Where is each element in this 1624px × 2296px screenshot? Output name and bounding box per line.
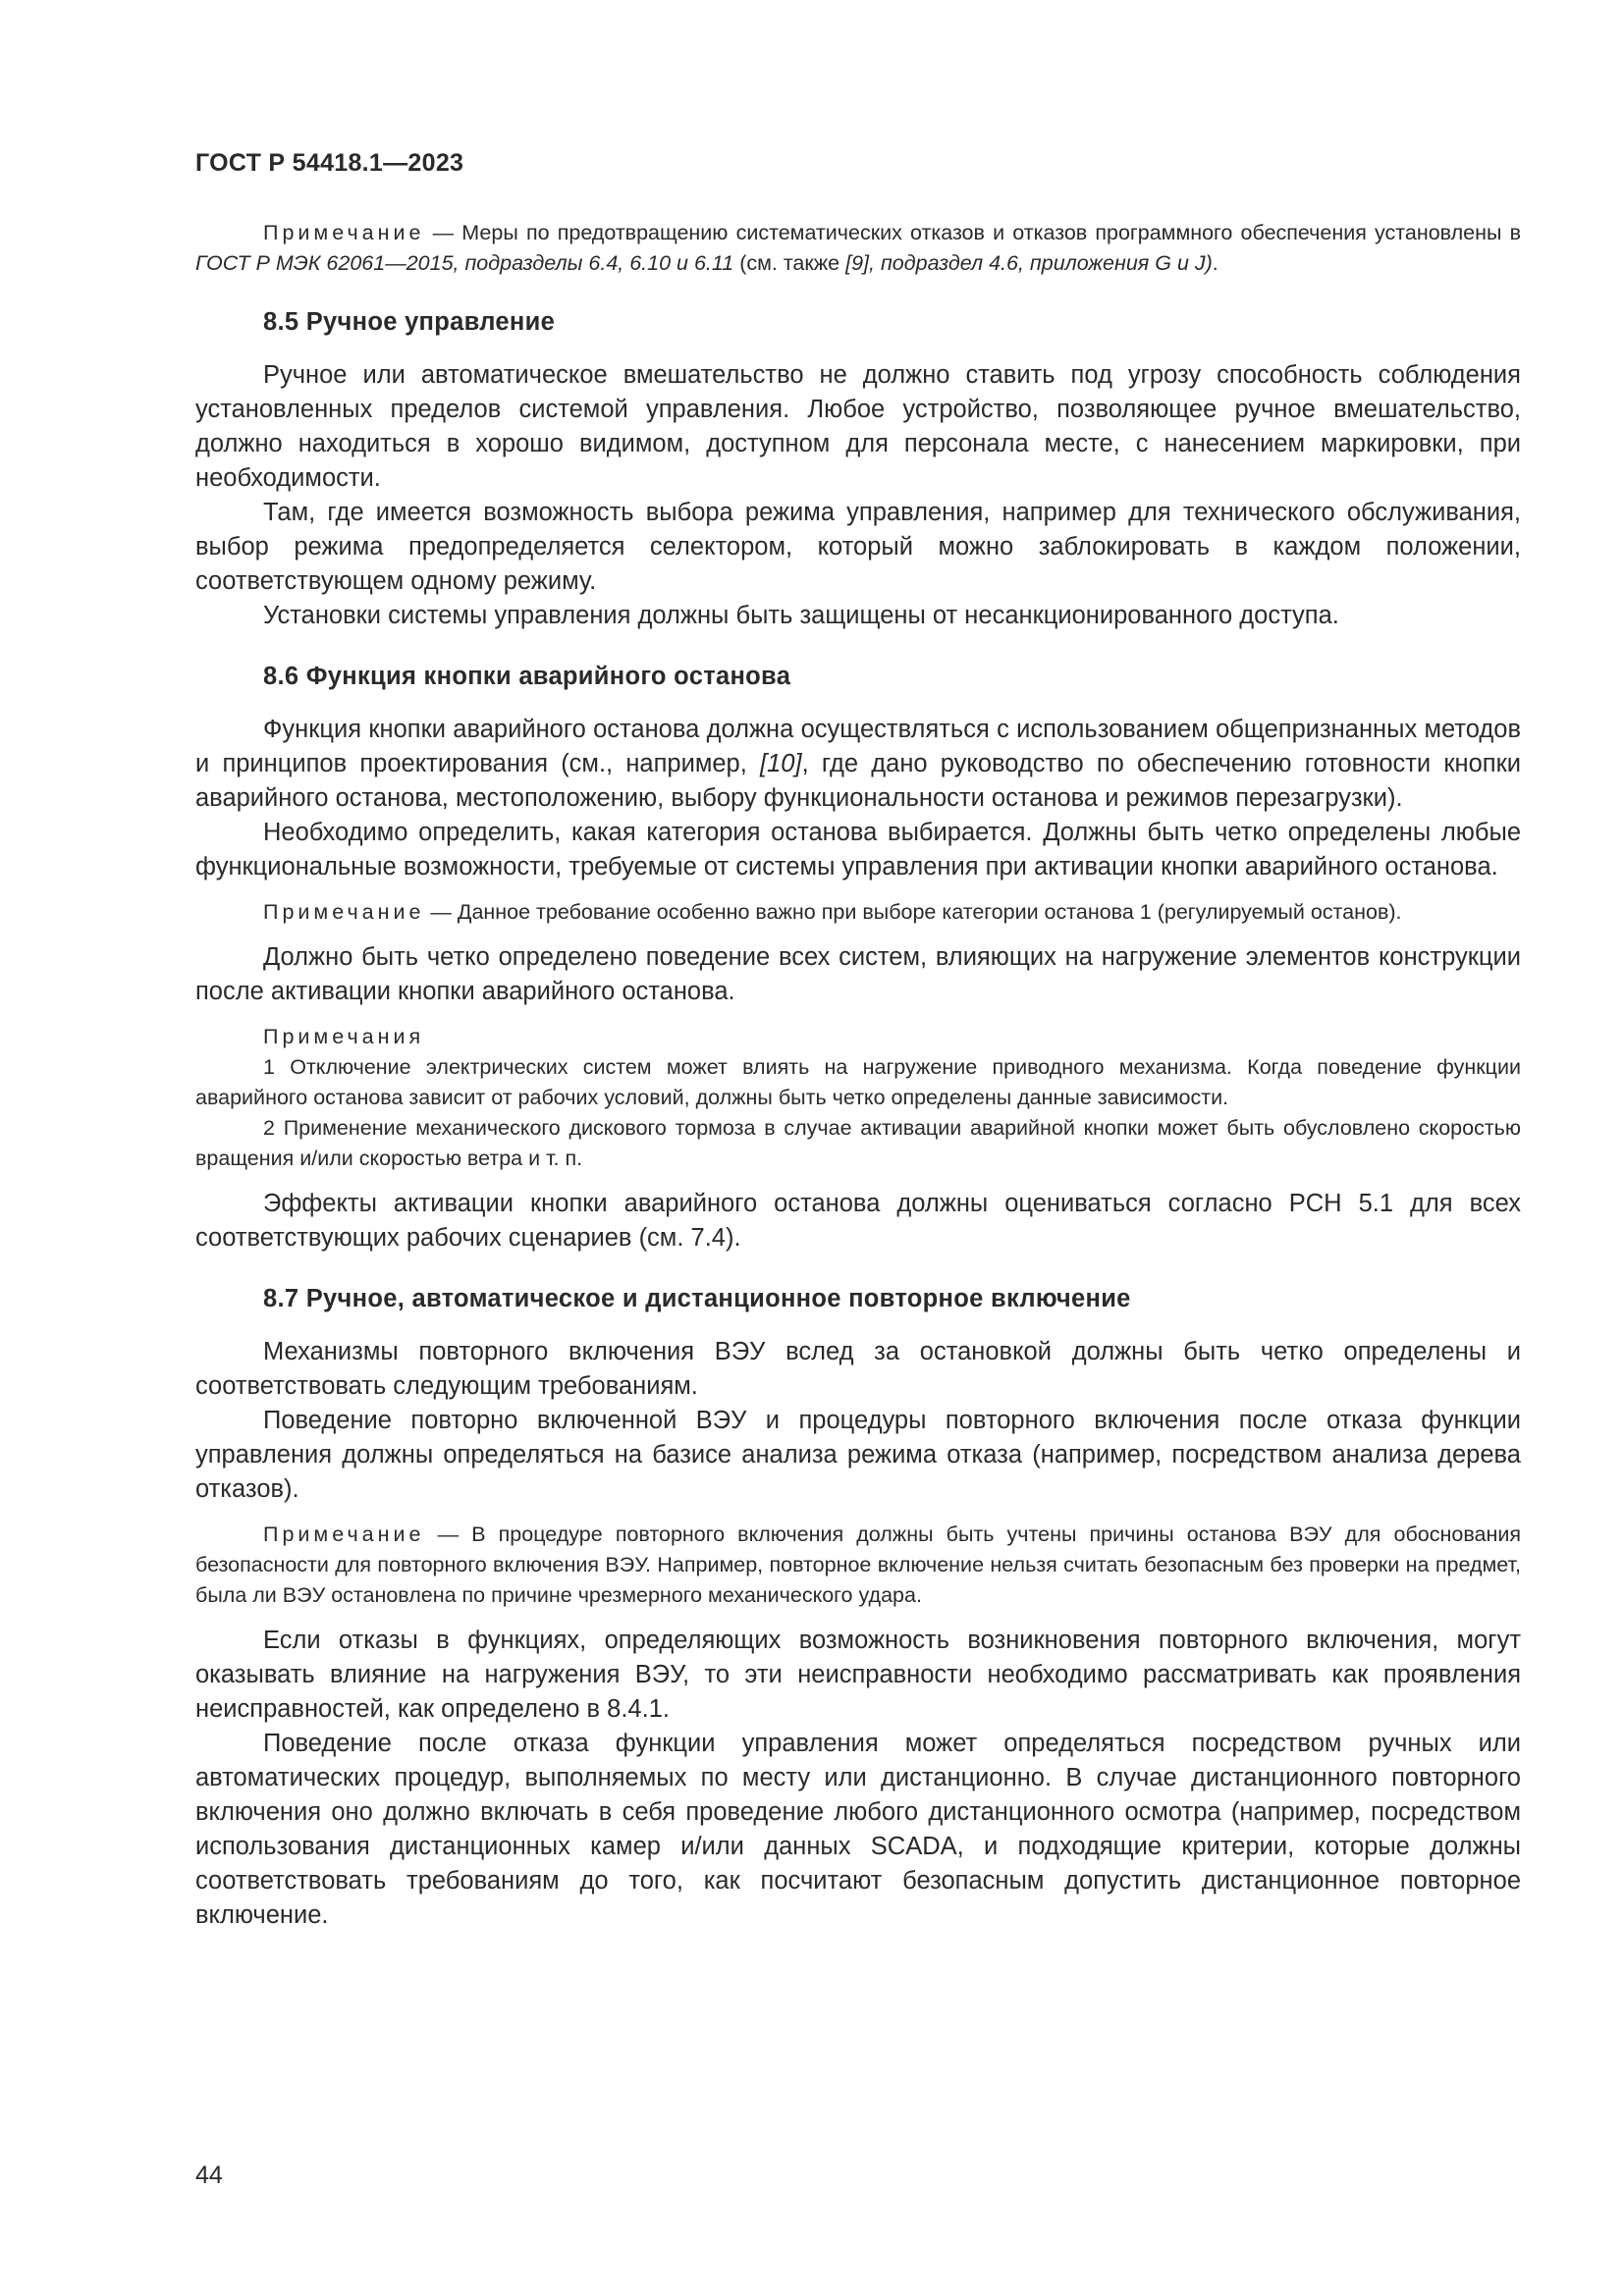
paragraph: Должно быть четко определено поведение всех систем, влияющих на нагружение элементов конструкции после активации кнопки аварийного останова.	[195, 943, 1521, 1005]
reference-link: [10]	[760, 750, 802, 777]
paragraph: Необходимо определить, какая категория останова выбирается. Должны быть четко определены любые функциональные возможности, требуемые от системы управления при активации кнопки аварийного останова.	[195, 819, 1521, 881]
paragraph: Установки системы управления должны быть защищены от несанкционированного доступа.	[263, 602, 1339, 629]
note-item: 1 Отключение электрических систем может влиять на нагружение приводного механизма. Когда поведение функции аварийного останова зависит от рабочих условий, должны быть четко определены данные зависимости.	[195, 1055, 1521, 1109]
page-number: 44	[195, 2162, 223, 2189]
paragraph: Функция кнопки аварийного останова должна осуществляться с использованием общепризнанных методов и принципов проектирования (см., например, [10], где дано руководство по обеспечению готовности кнопки аварийного останова, местоположению, выбору функциональности останова и режимов перезагрузки).	[195, 716, 1521, 812]
reference-link: ГОСТ Р МЭК 62061—2015, подразделы 6.4, 6.10 и 6.11	[195, 251, 734, 275]
note-restart-causes: Примечание — В процедуре повторного включения должны быть учтены причины останова ВЭУ для обоснования безопасности для повторного включения ВЭУ. Например, повторное включение нельзя считать безопасным без проверки на предмет, была ли ВЭУ остановлена по причине чрезмерного механического удара.	[195, 1522, 1521, 1607]
standard-header: ГОСТ Р 54418.1—2023	[195, 149, 464, 177]
note-item: 2 Применение механического дискового тормоза в случае активации аварийной кнопки может быть обусловлено скоростью вращения и/или скоростью ветра и т. п.	[195, 1116, 1521, 1170]
section-8-6-title: 8.6 Функция кнопки аварийного останова	[263, 663, 791, 690]
note-label: Примечание	[263, 221, 425, 244]
page-content	[195, 218, 1521, 1933]
notes-heading: Примечания	[263, 1025, 425, 1048]
reference-link: [9], подраздел 4.6, приложения G и J)	[845, 251, 1213, 275]
paragraph: Если отказы в функциях, определяющих возможность возникновения повторного включения, могут оказывать влияние на нагружения ВЭУ, то эти неисправности необходимо рассматривать как проявления неисправностей, как определено в 8.4.1.	[195, 1627, 1521, 1723]
paragraph: Поведение повторно включенной ВЭУ и процедуры повторного включения после отказа функции управления должны определяться на базисе анализа режима отказа (например, посредством анализа дерева отказов).	[195, 1407, 1521, 1503]
section-8-7-title: 8.7 Ручное, автоматическое и дистанционное повторное включение	[263, 1285, 1131, 1312]
paragraph: Эффекты активации кнопки аварийного останова должны оцениваться согласно PCH 5.1 для всех соответствующих рабочих сценариев (см. 7.4).	[195, 1190, 1521, 1252]
paragraph: Ручное или автоматическое вмешательство не должно ставить под угрозу способность соблюдения установленных пределов системой управления. Любое устройство, позволяющее ручное вмешательство, должно находиться в хорошо видимом, доступном для персонала месте, с нанесением маркировки, при необходимости.	[195, 361, 1521, 492]
paragraph: Там, где имеется возможность выбора режима управления, например для технического обслуживания, выбор режима предопределяется селектором, который можно заблокировать в каждом положении, соответствующем одному режиму.	[195, 499, 1521, 595]
note-label: Примечание	[263, 900, 425, 924]
section-8-5-title: 8.5 Ручное управление	[263, 308, 556, 336]
note-systematic-failures: Примечание — Меры по предотвращению систематических отказов и отказов программного обеспечения установлены в ГОСТ Р МЭК 62061—2015, подразделы 6.4, 6.10 и 6.11 (см. также [9], подраздел 4.6, приложения G и J).	[195, 221, 1522, 275]
paragraph: Поведение после отказа функции управления может определяться посредством ручных или автоматических процедур, выполняемых по месту или дистанционно. В случае дистанционного повторного включения оно должно включать в себя проведение любого дистанционного осмотра (например, посредством использования дистанционных камер и/или данных SCADA, и подходящие критерии, которые должны соответствовать требованиям до того, как посчитают безопасным допустить дистанционное повторное включение.	[195, 1730, 1521, 1929]
paragraph: Механизмы повторного включения ВЭУ вслед за остановкой должны быть четко определены и соответствовать следующим требованиям.	[195, 1338, 1521, 1400]
note-stop-category: Примечание — Данное требование особенно важно при выборе категории останова 1 (регулируемый останов).	[263, 900, 1402, 924]
note-label: Примечание	[263, 1522, 425, 1546]
